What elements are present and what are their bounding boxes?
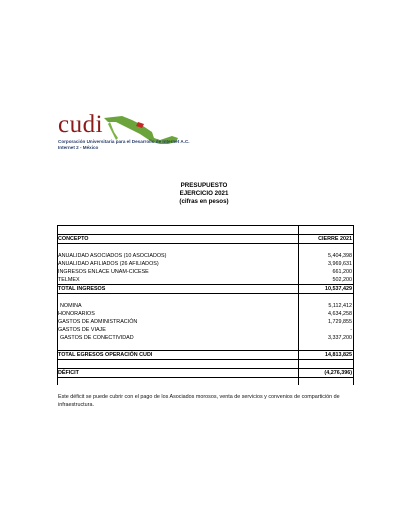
row-concept: GASTOS DE CONECTIVIDAD [60,335,134,341]
row-value: 10,537,429 [325,286,352,292]
table-spacer-row [57,244,354,252]
logo-subtagline: Internet 2 - México [58,145,99,150]
row-concept: DÉFICIT [58,370,79,376]
row-concept: TOTAL INGRESOS [58,286,106,292]
row-concept: ANUALIDAD ASOCIADOS (10 ASOCIADOS) [58,253,167,259]
row-concept: ANUALIDAD AFILIADOS (26 AFILIADOS) [58,261,159,267]
table-row [57,252,354,260]
deficit-row [57,369,354,378]
fiscal-year: EJERCICIO 2021 [179,190,229,197]
row-value: 661,200 [332,269,352,275]
row-value: 4,634,258 [328,311,352,317]
logo-tagline: Corporación Universitaria para el Desarrollo de Internet A.C. [58,139,190,144]
table-row [57,310,354,318]
header-value: CIERRE 2021 [318,236,352,242]
row-value: 502,200 [332,277,352,283]
table-row [57,268,354,276]
row-concept: GASTOS DE VIAJE [58,327,106,333]
row-concept: TELMEX [58,277,80,283]
row-value: 1,729,855 [328,319,352,325]
row-value: - [350,327,352,333]
row-concept: INGRESOS ENLACE UNAM-CICESE [58,269,149,275]
row-value: 3,337,200 [328,335,352,341]
row-value: 5,404,398 [328,253,352,259]
table-spacer-row [57,360,354,369]
deficit-note: Este déficit se puede cubrir con el pago de los Asociados morosos, venta de servicios y convenios de compartición de infraestructura. [58,394,340,408]
row-concept: NOMINA [60,303,82,309]
table-spacer-row [57,342,354,351]
cudi-logo [58,112,238,160]
row-value: (4,276,396) [324,370,352,376]
table-row [57,334,354,342]
row-value: 3,969,631 [328,261,352,267]
units-label: (cifras en pesos) [179,198,229,205]
table-row [57,260,354,268]
total-expenses-row [57,351,354,360]
row-concept: GASTOS DE ADMINISTRACIÓN [58,319,138,325]
total-income-row [57,285,354,294]
table-spacer-row [57,225,354,235]
table-row [57,276,354,285]
row-value: 14,813,825 [325,352,352,358]
row-concept: TOTAL EGRESOS OPERACIÓN CUDI [58,352,153,358]
table-spacer-row [57,294,354,302]
table-row [57,302,354,310]
table-header-row [57,235,354,244]
table-row [57,326,354,334]
page-title: PRESUPUESTO [180,182,228,189]
budget-table [57,225,354,378]
table-row [57,318,354,326]
row-value: 5,112,412 [328,303,352,309]
header-concept: CONCEPTO [58,236,89,242]
row-concept: HONORARIOS [58,311,95,317]
logo-wordmark: cudi [58,111,104,138]
